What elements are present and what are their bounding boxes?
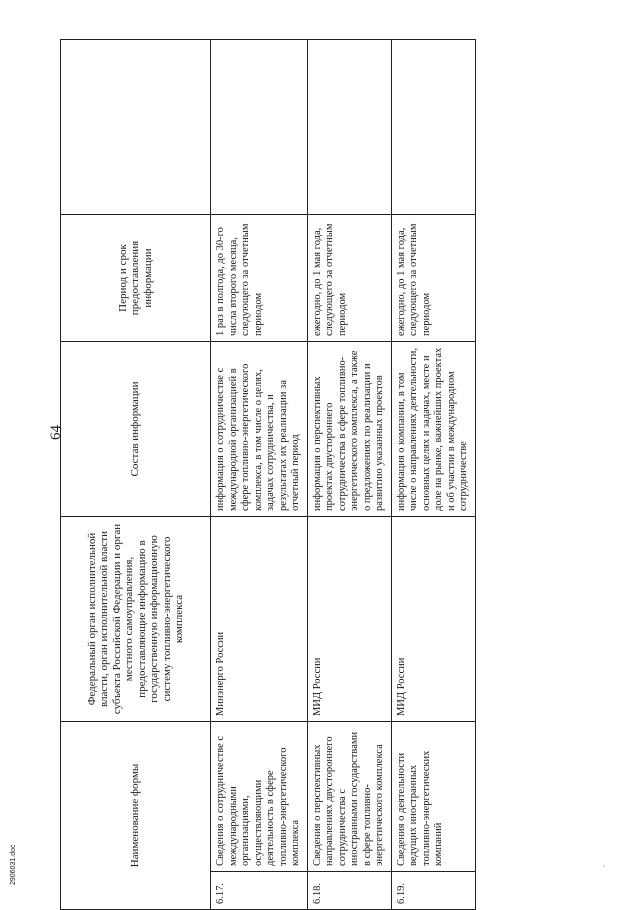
info-content: информация о перспективных проектах двустороннего сотрудничества в сфере топливно-энергетического комплекса, а также о предложениях по реализации и развитию указанных проектов xyxy=(307,342,391,517)
agency: Минэнерго России xyxy=(211,517,308,722)
row-number: 6.17. xyxy=(211,872,308,910)
header-blank xyxy=(61,40,211,215)
table-row xyxy=(391,40,475,910)
row-number: 6.19. xyxy=(391,872,475,910)
header-content: Состав информации xyxy=(61,342,211,517)
forms-table xyxy=(60,39,476,910)
form-name: Сведения о перспективных направлениях двустороннего сотрудничества с иностранными государствами в сфере топливно-энергетического комплекса xyxy=(307,722,391,872)
margin-mark: · xyxy=(603,862,606,871)
agency: МИД России xyxy=(391,517,475,722)
table-row xyxy=(211,40,308,910)
period: 1 раз в полгода, до 30-го числа второго месяца, следующего за отчетным периодом xyxy=(211,215,308,342)
period: ежегодно, до 1 мая года, следующего за отчетным периодом xyxy=(307,215,391,342)
agency: МИД России xyxy=(307,517,391,722)
period: ежегодно, до 1 мая года, следующего за отчетным периодом xyxy=(391,215,475,342)
header-agency: Федеральный орган исполнительной власти, орган исполнительной власти субъекта Российской Федерации и орган местного самоуправления, предоставляющие информацию в государственную информационную систему топливно-энергетического комплекса xyxy=(61,517,211,722)
rotated-table-container xyxy=(60,40,469,910)
table-wrapper xyxy=(60,40,640,904)
table-row xyxy=(307,40,391,910)
row-number: 6.18. xyxy=(307,872,391,910)
info-content: информация о компании, в том числе о направлениях деятельности, основных целях и задачах, месте и доле на рынке, важнейших проектах и об участии в международном сотрудничестве xyxy=(391,342,475,517)
blank-cell xyxy=(307,40,391,215)
page-number: 64 xyxy=(48,425,64,440)
form-name: Сведения о сотрудничестве с международными организациями, осуществляющими деятельность в сфере топливно-энергетического комплекса xyxy=(211,722,308,872)
info-content: информация о сотрудничестве с международной организацией в сфере топливно-энергетического комплекса, в том числе о целях, задачах сотрудничества, и результатах их реализации за отчетный период xyxy=(211,342,308,517)
header-name: Наименование формы xyxy=(61,722,211,910)
blank-cell xyxy=(211,40,308,215)
blank-cell xyxy=(391,40,475,215)
form-name: Сведения о деятельности ведущих иностранных топливно-энергетических компаний xyxy=(391,722,475,872)
table-header-row xyxy=(61,40,211,910)
header-period: Период и срок предоставления информации xyxy=(61,215,211,342)
footer-filename: 2906031.doc xyxy=(10,844,17,885)
